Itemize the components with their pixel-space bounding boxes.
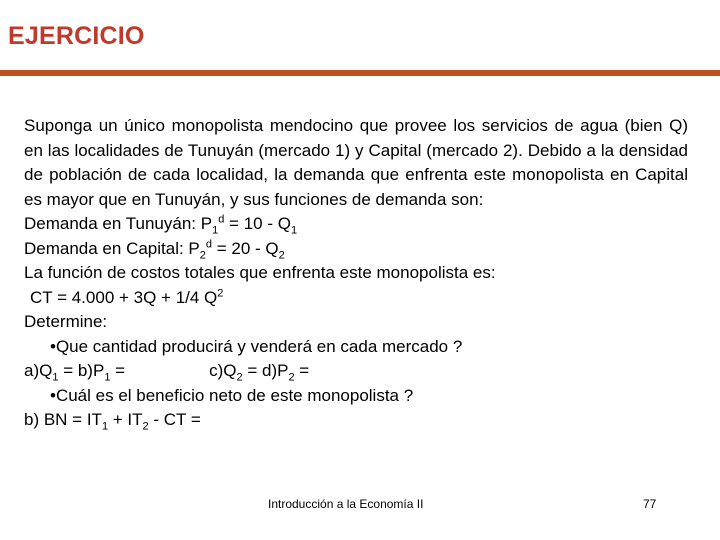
question-quantities: •Que cantidad producirá y venderá en cada mercado ? [50, 336, 463, 356]
demand-capital: Demanda en Capital: $P_2^d = 20 - Q_2$ [24, 237, 285, 261]
cost-function: CT = 4.000 + 3Q + 1/4 $Q^2$ [30, 286, 224, 307]
question-profit: •Cuál es el beneficio neto de este monopolista ? [50, 385, 414, 405]
bullet-icon: • [50, 385, 56, 405]
answer-profit: b) BN = $IT_1 + IT_2$ - CT = [24, 410, 201, 433]
problem-statement: Suponga un único monopolista mendocino que provee los servicios de agua (bien Q) en las localidades de Tunuyán (mercado 1) y Capital (mercado 2). Debido a la densidad de población de cada localidad, la demanda que enfrenta este monopolista en Capital es mayor que en Tunuyán, y sus funciones de demanda son: [24, 116, 688, 209]
slide-title: EJERCICIO [8, 22, 145, 50]
title-divider [0, 70, 720, 76]
demand-tunuyan: Demanda en Tunuyán: $P_1^d = 10 - Q_1$ [24, 213, 298, 237]
footer-course-name: Introducción a la Economía II [268, 497, 424, 511]
exercise-body [24, 114, 688, 433]
cost-intro: La función de costos totales que enfrenta este monopolista es: [24, 263, 496, 282]
determine-label: Determine: [24, 312, 108, 331]
bullet-icon: • [50, 336, 56, 356]
answers-markets: $a)Q_1 = b)P_1 = c)Q_2 = d)P_2$ = [24, 361, 310, 384]
page-number: 77 [643, 497, 657, 511]
